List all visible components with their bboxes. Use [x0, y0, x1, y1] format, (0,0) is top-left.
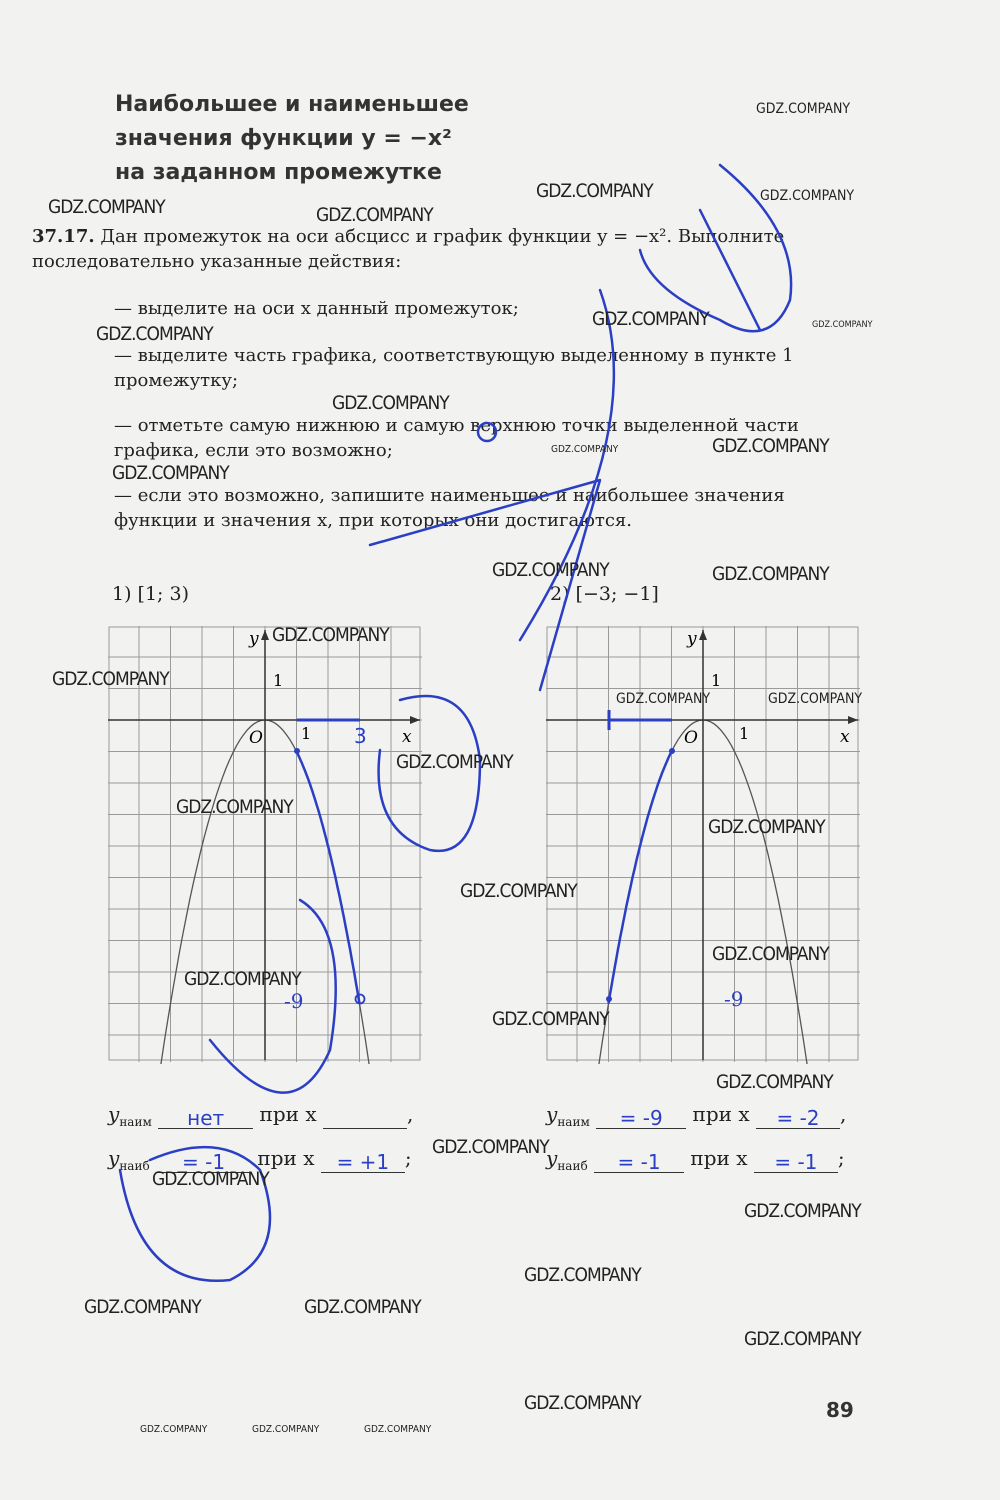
- watermark: GDZ.COMPANY: [84, 1296, 201, 1318]
- watermark: GDZ.COMPANY: [616, 691, 711, 707]
- answer-1-xmax-value: = +1: [336, 1150, 390, 1174]
- graph-1-hand-value: -9: [284, 989, 304, 1013]
- watermark: GDZ.COMPANY: [364, 1424, 432, 1435]
- graph-2-y-tick-1: 1: [711, 671, 722, 690]
- graph-2-hand-value: -9: [724, 987, 744, 1011]
- watermark: GDZ.COMPANY: [252, 1424, 320, 1435]
- answer-2-xmax-value: = -1: [774, 1150, 818, 1174]
- scribble-8: [478, 423, 496, 441]
- watermark: GDZ.COMPANY: [592, 308, 709, 330]
- answer-1-ymin-sub: наим: [119, 1115, 152, 1129]
- watermark: GDZ.COMPANY: [96, 323, 213, 345]
- watermark: GDZ.COMPANY: [492, 559, 609, 581]
- watermark: GDZ.COMPANY: [712, 435, 829, 457]
- task-step-2: — выделите часть графика, соответствующую выделенному в пункте 1 промежутку;: [114, 345, 794, 391]
- task-step-3: — отметьте самую нижнюю и самую верхнюю точки выделенной части графика, если это возможно;: [114, 415, 799, 461]
- scribble-4: [379, 696, 480, 851]
- answer-2-at-x-1: при x: [692, 1102, 750, 1126]
- watermark: GDZ.COMPANY: [712, 943, 829, 965]
- graph-2-label: 2) [−3; −1]: [550, 583, 659, 605]
- answer-2-xmin-value: = -2: [776, 1106, 820, 1130]
- answer-2-ymax-value: = -1: [617, 1150, 661, 1174]
- graph-1-hand-tick-3: 3: [354, 724, 367, 748]
- watermark: GDZ.COMPANY: [332, 392, 449, 414]
- graph-2-x-tick-1: 1: [739, 724, 750, 743]
- answer-2-sep-1: ,: [839, 1102, 847, 1126]
- watermark: GDZ.COMPANY: [304, 1296, 421, 1318]
- scribble-3: [520, 290, 614, 640]
- title-line-2: значения функции y = −x²: [115, 126, 452, 151]
- answer-1-at-x-1: при x: [259, 1102, 317, 1126]
- scribble-2: [370, 480, 600, 690]
- answer-2-ymin-sub: наим: [557, 1115, 590, 1129]
- watermark: GDZ.COMPANY: [712, 563, 829, 585]
- watermark: GDZ.COMPANY: [768, 691, 863, 707]
- watermark: GDZ.COMPANY: [316, 204, 433, 226]
- watermark: GDZ.COMPANY: [48, 196, 165, 218]
- graph-1-origin: O: [249, 728, 263, 748]
- watermark: GDZ.COMPANY: [812, 320, 873, 330]
- graph-1-x-label: x: [402, 727, 412, 747]
- graph-2-x-label: x: [840, 727, 850, 747]
- watermark: GDZ.COMPANY: [708, 816, 825, 838]
- answer-1-at-x-2: при x: [257, 1146, 315, 1170]
- watermark: GDZ.COMPANY: [460, 880, 577, 902]
- answer-1-ymax-value: = -1: [182, 1150, 226, 1174]
- answer-1-sep-2: ;: [404, 1146, 412, 1170]
- page-number: 89: [826, 1398, 854, 1422]
- graph-2-origin: O: [684, 728, 698, 748]
- task-step-4: — если это возможно, запишите наименьшее и наибольшее значения функции и значения x, при которых они достигаются.: [114, 485, 785, 531]
- task-intro: Дан промежуток на оси абсцисс и график функции y = −x². Выполните последовательно указанные действия:: [32, 226, 785, 272]
- answer-1-ymin-label: y: [108, 1102, 120, 1126]
- watermark: GDZ.COMPANY: [716, 1071, 833, 1093]
- watermark: GDZ.COMPANY: [492, 1008, 609, 1030]
- watermark: GDZ.COMPANY: [112, 462, 229, 484]
- task-step-1: — выделите на оси x данный промежуток;: [114, 298, 519, 319]
- answer-2-at-x-2: при x: [690, 1146, 748, 1170]
- answer-1-ymax-label: y: [108, 1146, 120, 1170]
- title-line-3: на заданном промежутке: [115, 160, 442, 185]
- watermark: GDZ.COMPANY: [432, 1136, 549, 1158]
- scribble-7: [700, 210, 760, 330]
- scribble-6: [210, 900, 336, 1093]
- watermark: GDZ.COMPANY: [184, 968, 301, 990]
- watermark: GDZ.COMPANY: [524, 1392, 641, 1414]
- answer-1-ymin-value: нет: [187, 1106, 225, 1130]
- title-line-1: Наибольшее и наименьшее: [115, 92, 469, 117]
- watermark: GDZ.COMPANY: [756, 101, 851, 117]
- graph-1-y-label: y: [249, 629, 259, 649]
- watermark: GDZ.COMPANY: [140, 1424, 208, 1435]
- answer-2-ymax-sub: наиб: [557, 1159, 588, 1173]
- watermark: GDZ.COMPANY: [272, 624, 389, 646]
- watermark: GDZ.COMPANY: [524, 1264, 641, 1286]
- watermark: GDZ.COMPANY: [152, 1168, 269, 1190]
- graph-1-label: 1) [1; 3): [112, 583, 189, 605]
- graph-2-y-label: y: [687, 629, 697, 649]
- answer-2-ymin-value: = -9: [619, 1106, 663, 1130]
- watermark: GDZ.COMPANY: [536, 180, 653, 202]
- answer-2-ymin-label: y: [546, 1102, 558, 1126]
- answer-2-ymax-label: y: [546, 1146, 558, 1170]
- graph-1-x-tick-1: 1: [301, 724, 312, 743]
- watermark: GDZ.COMPANY: [396, 751, 513, 773]
- watermark: GDZ.COMPANY: [744, 1200, 861, 1222]
- watermark: GDZ.COMPANY: [744, 1328, 861, 1350]
- answer-2-sep-2: ;: [837, 1146, 845, 1170]
- watermark: GDZ.COMPANY: [551, 444, 619, 455]
- watermark: GDZ.COMPANY: [760, 188, 855, 204]
- graph-1-y-tick-1: 1: [273, 671, 284, 690]
- task-number: 37.17.: [32, 226, 95, 247]
- answer-1-sep-1: ,: [406, 1102, 414, 1126]
- answer-1-ymax-sub: наиб: [119, 1159, 150, 1173]
- watermark: GDZ.COMPANY: [52, 668, 169, 690]
- watermark: GDZ.COMPANY: [176, 796, 293, 818]
